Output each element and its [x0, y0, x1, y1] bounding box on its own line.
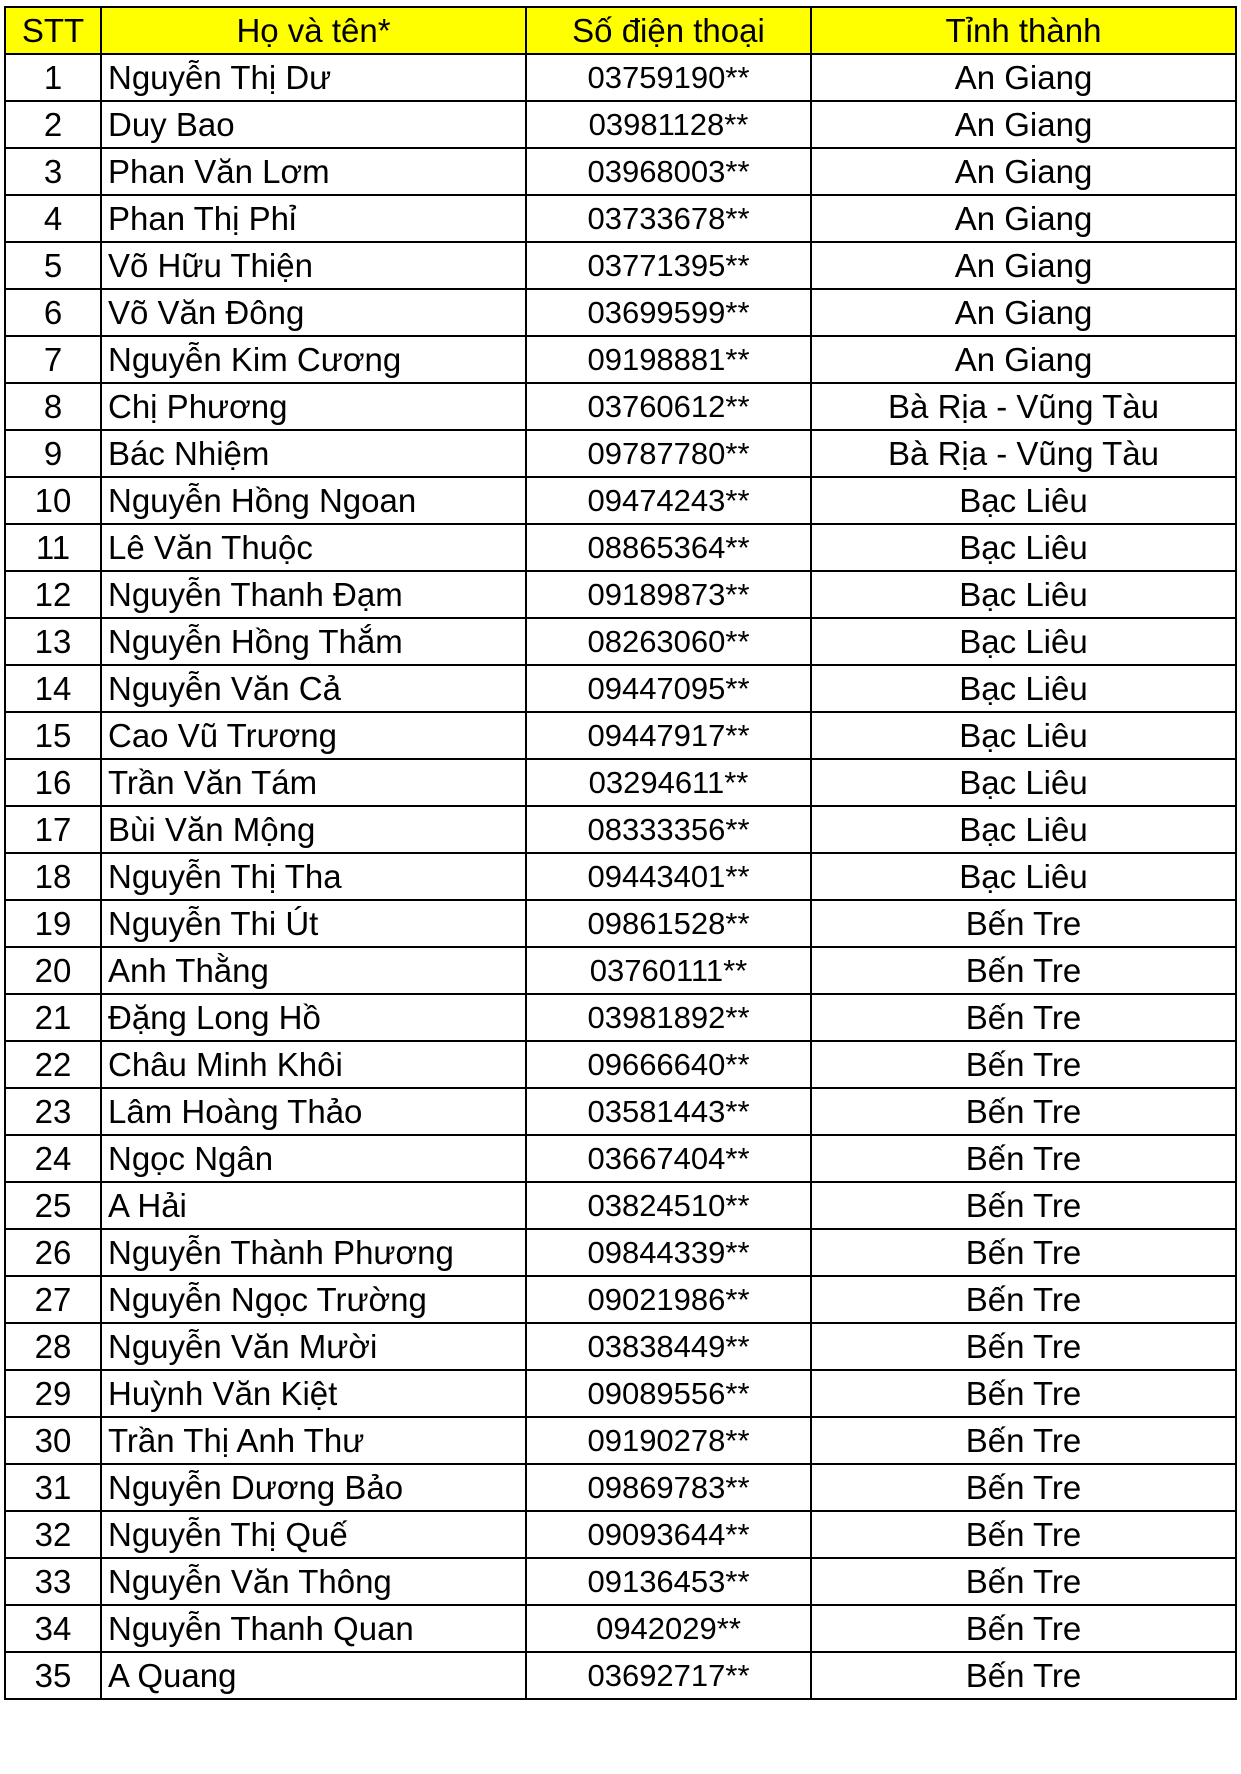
phone-cell: 09447095**	[526, 665, 811, 712]
phone-cell: 0942029**	[526, 1605, 811, 1652]
table-body	[5, 54, 1236, 1699]
table-row	[5, 900, 1236, 947]
full-name-cell: Cao Vũ Trương	[101, 712, 526, 759]
full-name-cell: Châu Minh Khôi	[101, 1041, 526, 1088]
table-row	[5, 1417, 1236, 1464]
table-row	[5, 1370, 1236, 1417]
row-number: 30	[5, 1417, 101, 1464]
contact-table	[4, 6, 1237, 1700]
phone-cell: 03771395**	[526, 242, 811, 289]
phone-cell: 09093644**	[526, 1511, 811, 1558]
table-row	[5, 101, 1236, 148]
row-number: 20	[5, 947, 101, 994]
phone-cell: 03759190**	[526, 54, 811, 101]
phone-cell: 09869783**	[526, 1464, 811, 1511]
phone-cell: 03294611**	[526, 759, 811, 806]
table-row	[5, 853, 1236, 900]
phone-cell: 03667404**	[526, 1135, 811, 1182]
phone-cell: 09021986**	[526, 1276, 811, 1323]
phone-cell: 08865364**	[526, 524, 811, 571]
row-number: 6	[5, 289, 101, 336]
full-name-cell: Phan Văn Lơm	[101, 148, 526, 195]
full-name-cell: Huỳnh Văn Kiệt	[101, 1370, 526, 1417]
row-number: 11	[5, 524, 101, 571]
table-row	[5, 242, 1236, 289]
full-name-cell: Nguyễn Thanh Quan	[101, 1605, 526, 1652]
row-number: 29	[5, 1370, 101, 1417]
header-row	[5, 7, 1236, 54]
row-number: 10	[5, 477, 101, 524]
province-cell: Bến Tre	[811, 1464, 1236, 1511]
full-name-cell: Nguyễn Dương Bảo	[101, 1464, 526, 1511]
phone-cell: 08333356**	[526, 806, 811, 853]
province-cell: Bến Tre	[811, 1558, 1236, 1605]
phone-cell: 09443401**	[526, 853, 811, 900]
province-cell: Bạc Liêu	[811, 477, 1236, 524]
phone-cell: 09198881**	[526, 336, 811, 383]
phone-cell: 03760612**	[526, 383, 811, 430]
row-number: 5	[5, 242, 101, 289]
province-cell: Bạc Liêu	[811, 853, 1236, 900]
province-cell: Bà Rịa - Vũng Tàu	[811, 383, 1236, 430]
full-name-cell: Nguyễn Hồng Ngoan	[101, 477, 526, 524]
full-name-cell: Nguyễn Thành Phương	[101, 1229, 526, 1276]
full-name-cell: Nguyễn Thanh Đạm	[101, 571, 526, 618]
row-number: 27	[5, 1276, 101, 1323]
header-phone: Số điện thoại	[526, 7, 811, 54]
full-name-cell: A Hải	[101, 1182, 526, 1229]
province-cell: Bến Tre	[811, 1652, 1236, 1699]
phone-cell: 09861528**	[526, 900, 811, 947]
table-row	[5, 1088, 1236, 1135]
full-name-cell: Nguyễn Văn Cả	[101, 665, 526, 712]
row-number: 13	[5, 618, 101, 665]
full-name-cell: Phan Thị Phỉ	[101, 195, 526, 242]
row-number: 2	[5, 101, 101, 148]
header-full-name: Họ và tên*	[101, 7, 526, 54]
row-number: 1	[5, 54, 101, 101]
province-cell: Bến Tre	[811, 1511, 1236, 1558]
phone-cell: 09474243**	[526, 477, 811, 524]
province-cell: Bến Tre	[811, 1229, 1236, 1276]
phone-cell: 09089556**	[526, 1370, 811, 1417]
full-name-cell: Chị Phương	[101, 383, 526, 430]
table-row	[5, 759, 1236, 806]
phone-cell: 03981128**	[526, 101, 811, 148]
row-number: 17	[5, 806, 101, 853]
province-cell: Bến Tre	[811, 1182, 1236, 1229]
table-row	[5, 336, 1236, 383]
full-name-cell: A Quang	[101, 1652, 526, 1699]
row-number: 35	[5, 1652, 101, 1699]
table-row	[5, 1652, 1236, 1699]
full-name-cell: Trần Văn Tám	[101, 759, 526, 806]
phone-cell: 03581443**	[526, 1088, 811, 1135]
province-cell: Bà Rịa - Vũng Tàu	[811, 430, 1236, 477]
full-name-cell: Lê Văn Thuộc	[101, 524, 526, 571]
table-row	[5, 383, 1236, 430]
province-cell: Bến Tre	[811, 1323, 1236, 1370]
table-row	[5, 1605, 1236, 1652]
full-name-cell: Ngọc Ngân	[101, 1135, 526, 1182]
row-number: 33	[5, 1558, 101, 1605]
full-name-cell: Nguyễn Thi Út	[101, 900, 526, 947]
full-name-cell: Trần Thị Anh Thư	[101, 1417, 526, 1464]
province-cell: An Giang	[811, 101, 1236, 148]
province-cell: Bến Tre	[811, 900, 1236, 947]
table-row	[5, 1229, 1236, 1276]
province-cell: Bạc Liêu	[811, 618, 1236, 665]
table-row	[5, 1276, 1236, 1323]
full-name-cell: Duy Bao	[101, 101, 526, 148]
phone-cell: 09844339**	[526, 1229, 811, 1276]
table-row	[5, 54, 1236, 101]
full-name-cell: Đặng Long Hồ	[101, 994, 526, 1041]
phone-cell: 03760111**	[526, 947, 811, 994]
row-number: 18	[5, 853, 101, 900]
province-cell: Bạc Liêu	[811, 759, 1236, 806]
province-cell: Bạc Liêu	[811, 524, 1236, 571]
phone-cell: 09447917**	[526, 712, 811, 759]
row-number: 8	[5, 383, 101, 430]
table-row	[5, 806, 1236, 853]
full-name-cell: Nguyễn Thị Dư	[101, 54, 526, 101]
phone-cell: 03838449**	[526, 1323, 811, 1370]
province-cell: Bến Tre	[811, 1417, 1236, 1464]
table-row	[5, 1182, 1236, 1229]
header-stt: STT	[5, 7, 101, 54]
table-row	[5, 1511, 1236, 1558]
phone-cell: 09136453**	[526, 1558, 811, 1605]
province-cell: Bến Tre	[811, 1088, 1236, 1135]
table-row	[5, 618, 1236, 665]
province-cell: Bạc Liêu	[811, 571, 1236, 618]
table-row	[5, 1135, 1236, 1182]
phone-cell: 09190278**	[526, 1417, 811, 1464]
full-name-cell: Nguyễn Thị Quế	[101, 1511, 526, 1558]
table-row	[5, 430, 1236, 477]
phone-cell: 09666640**	[526, 1041, 811, 1088]
province-cell: Bến Tre	[811, 1370, 1236, 1417]
phone-cell: 09189873**	[526, 571, 811, 618]
row-number: 15	[5, 712, 101, 759]
province-cell: An Giang	[811, 54, 1236, 101]
province-cell: An Giang	[811, 289, 1236, 336]
table-row	[5, 477, 1236, 524]
full-name-cell: Anh Thằng	[101, 947, 526, 994]
province-cell: Bạc Liêu	[811, 712, 1236, 759]
row-number: 19	[5, 900, 101, 947]
full-name-cell: Nguyễn Thị Tha	[101, 853, 526, 900]
row-number: 25	[5, 1182, 101, 1229]
province-cell: An Giang	[811, 195, 1236, 242]
row-number: 21	[5, 994, 101, 1041]
row-number: 3	[5, 148, 101, 195]
table-row	[5, 289, 1236, 336]
province-cell: Bến Tre	[811, 1041, 1236, 1088]
phone-cell: 03968003**	[526, 148, 811, 195]
table-row	[5, 712, 1236, 759]
province-cell: Bạc Liêu	[811, 665, 1236, 712]
province-cell: An Giang	[811, 148, 1236, 195]
row-number: 4	[5, 195, 101, 242]
province-cell: Bến Tre	[811, 1135, 1236, 1182]
row-number: 26	[5, 1229, 101, 1276]
phone-cell: 08263060**	[526, 618, 811, 665]
table-row	[5, 1041, 1236, 1088]
row-number: 14	[5, 665, 101, 712]
province-cell: Bến Tre	[811, 947, 1236, 994]
phone-cell: 03981892**	[526, 994, 811, 1041]
row-number: 12	[5, 571, 101, 618]
row-number: 7	[5, 336, 101, 383]
province-cell: Bến Tre	[811, 1605, 1236, 1652]
full-name-cell: Nguyễn Hồng Thắm	[101, 618, 526, 665]
full-name-cell: Nguyễn Kim Cương	[101, 336, 526, 383]
full-name-cell: Bùi Văn Mộng	[101, 806, 526, 853]
table-row	[5, 524, 1236, 571]
full-name-cell: Lâm Hoàng Thảo	[101, 1088, 526, 1135]
full-name-cell: Nguyễn Văn Mười	[101, 1323, 526, 1370]
row-number: 24	[5, 1135, 101, 1182]
row-number: 34	[5, 1605, 101, 1652]
full-name-cell: Nguyễn Ngọc Trường	[101, 1276, 526, 1323]
full-name-cell: Bác Nhiệm	[101, 430, 526, 477]
row-number: 22	[5, 1041, 101, 1088]
province-cell: Bến Tre	[811, 1276, 1236, 1323]
header-province: Tỉnh thành	[811, 7, 1236, 54]
table-row	[5, 1464, 1236, 1511]
phone-cell: 03699599**	[526, 289, 811, 336]
full-name-cell: Nguyễn Văn Thông	[101, 1558, 526, 1605]
table-row	[5, 947, 1236, 994]
row-number: 32	[5, 1511, 101, 1558]
phone-cell: 03692717**	[526, 1652, 811, 1699]
province-cell: Bạc Liêu	[811, 806, 1236, 853]
row-number: 9	[5, 430, 101, 477]
table-row	[5, 571, 1236, 618]
table-row	[5, 148, 1236, 195]
row-number: 23	[5, 1088, 101, 1135]
row-number: 31	[5, 1464, 101, 1511]
full-name-cell: Võ Hữu Thiện	[101, 242, 526, 289]
table-row	[5, 195, 1236, 242]
row-number: 16	[5, 759, 101, 806]
row-number: 28	[5, 1323, 101, 1370]
phone-cell: 03824510**	[526, 1182, 811, 1229]
province-cell: An Giang	[811, 336, 1236, 383]
phone-cell: 09787780**	[526, 430, 811, 477]
phone-cell: 03733678**	[526, 195, 811, 242]
full-name-cell: Võ Văn Đông	[101, 289, 526, 336]
province-cell: Bến Tre	[811, 994, 1236, 1041]
table-row	[5, 1558, 1236, 1605]
province-cell: An Giang	[811, 242, 1236, 289]
table-row	[5, 665, 1236, 712]
table-row	[5, 1323, 1236, 1370]
table-row	[5, 994, 1236, 1041]
